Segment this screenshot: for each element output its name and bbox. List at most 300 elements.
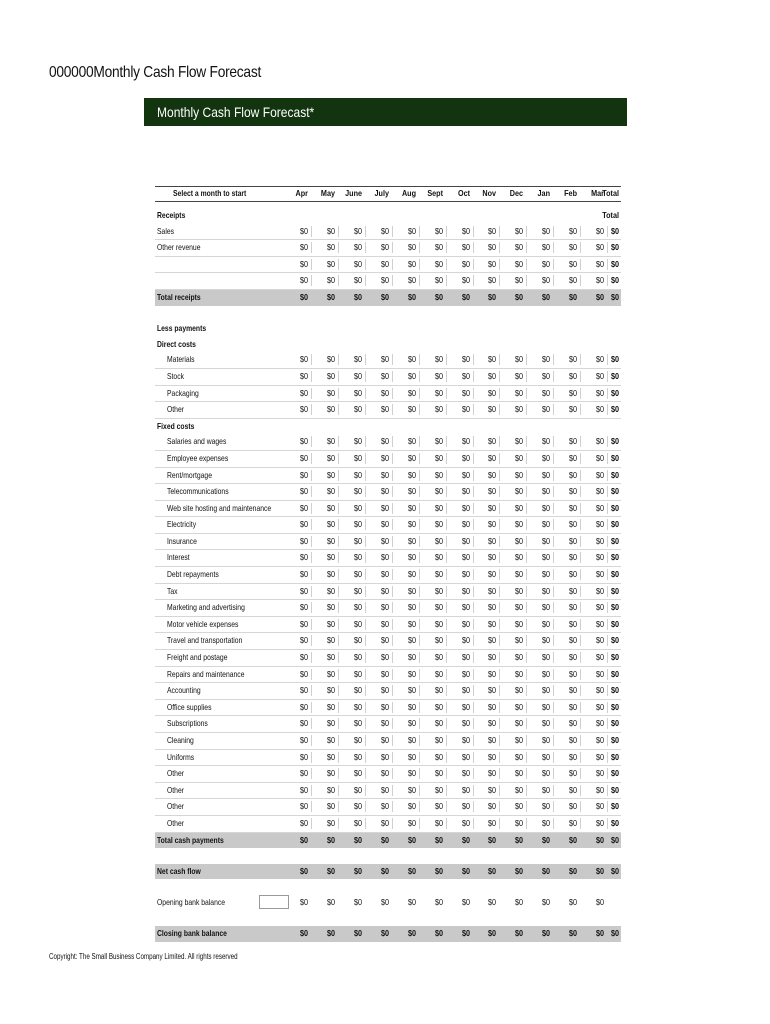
value-cell[interactable]: $0	[514, 552, 523, 563]
value-cell[interactable]: $0	[595, 436, 604, 447]
value-cell[interactable]: $0	[299, 354, 308, 365]
value-cell[interactable]: $0	[514, 585, 523, 596]
value-cell[interactable]: $0	[380, 370, 389, 381]
value-cell[interactable]: $0	[487, 652, 496, 663]
value-cell[interactable]: $0	[434, 552, 443, 563]
value-cell[interactable]: $0	[568, 242, 577, 253]
value-cell[interactable]: $0	[353, 469, 362, 480]
value-cell[interactable]: $0	[407, 602, 416, 613]
value-cell[interactable]: $0	[434, 436, 443, 447]
value-cell[interactable]: $0	[407, 354, 416, 365]
value-cell[interactable]: $0	[326, 552, 335, 563]
value-cell[interactable]: $0	[514, 354, 523, 365]
value-cell[interactable]: $0	[407, 635, 416, 646]
value-cell[interactable]: $0	[326, 370, 335, 381]
value-cell[interactable]: $0	[541, 370, 550, 381]
value-cell[interactable]: $0	[595, 701, 604, 712]
value-cell[interactable]: $0	[380, 801, 389, 812]
value-cell[interactable]: $0	[541, 486, 550, 497]
value-cell[interactable]: $0	[487, 469, 496, 480]
value-cell[interactable]: $0	[326, 701, 335, 712]
value-cell[interactable]: $0	[326, 569, 335, 580]
value-cell[interactable]: $0	[568, 585, 577, 596]
value-cell[interactable]: $0	[407, 668, 416, 679]
value-cell[interactable]: $0	[595, 275, 604, 286]
value-cell[interactable]: $0	[434, 225, 443, 236]
value-cell[interactable]: $0	[434, 370, 443, 381]
value-cell[interactable]: $0	[595, 370, 604, 381]
value-cell[interactable]: $0	[568, 635, 577, 646]
value-cell[interactable]: $0	[487, 635, 496, 646]
value-cell[interactable]: $0	[299, 768, 308, 779]
value-cell[interactable]: $0	[514, 685, 523, 696]
value-cell[interactable]: $0	[541, 718, 550, 729]
value-cell[interactable]: $0	[595, 735, 604, 745]
value-cell[interactable]: $0	[380, 225, 389, 236]
value-cell[interactable]: $0	[353, 668, 362, 679]
value-cell[interactable]: $0	[299, 685, 308, 696]
value-cell[interactable]: $0	[541, 452, 550, 463]
value-cell[interactable]: $0	[487, 452, 496, 463]
value-cell[interactable]: $0	[568, 354, 577, 365]
value-cell[interactable]: $0	[487, 275, 496, 286]
value-cell[interactable]: $0	[299, 635, 308, 646]
value-cell[interactable]: $0	[541, 668, 550, 679]
value-cell[interactable]: $0	[353, 452, 362, 463]
value-cell[interactable]: $0	[434, 652, 443, 663]
value-cell[interactable]: $0	[487, 668, 496, 679]
value-cell[interactable]: $0	[380, 768, 389, 779]
value-cell[interactable]: $0	[595, 452, 604, 463]
value-cell[interactable]: $0	[380, 486, 389, 497]
value-cell[interactable]: $0	[514, 275, 523, 286]
value-cell[interactable]: $0	[353, 552, 362, 563]
value-cell[interactable]: $0	[595, 801, 604, 812]
value-cell[interactable]: $0	[299, 452, 308, 463]
value-cell[interactable]: $0	[595, 242, 604, 253]
value-cell[interactable]: $0	[514, 801, 523, 812]
value-cell[interactable]: $0	[461, 652, 470, 663]
value-cell[interactable]: $0	[326, 618, 335, 629]
value-cell[interactable]: $0	[407, 552, 416, 563]
value-cell[interactable]: $0	[326, 354, 335, 365]
value-cell[interactable]: $0	[434, 618, 443, 629]
value-cell[interactable]: $0	[568, 668, 577, 679]
value-cell[interactable]: $0	[380, 535, 389, 546]
value-cell[interactable]: $0	[353, 701, 362, 712]
value-cell[interactable]: $0	[326, 535, 335, 546]
value-cell[interactable]: $0	[595, 685, 604, 696]
value-cell[interactable]: $0	[326, 751, 335, 762]
value-cell[interactable]: $0	[487, 585, 496, 596]
value-cell[interactable]: $0	[568, 519, 577, 530]
value-cell[interactable]: $0	[514, 535, 523, 546]
value-cell[interactable]: $0	[568, 735, 577, 745]
value-cell[interactable]: $0	[434, 768, 443, 779]
value-cell[interactable]: $0	[514, 635, 523, 646]
value-cell[interactable]: $0	[487, 436, 496, 447]
value-cell[interactable]: $0	[434, 685, 443, 696]
value-cell[interactable]: $0	[326, 668, 335, 679]
value-cell[interactable]: $0	[407, 652, 416, 663]
value-cell[interactable]: $0	[541, 768, 550, 779]
value-cell[interactable]: $0	[380, 436, 389, 447]
value-cell[interactable]: $0	[326, 436, 335, 447]
value-cell[interactable]: $0	[353, 519, 362, 530]
value-cell[interactable]: $0	[299, 469, 308, 480]
value-cell[interactable]: $0	[514, 502, 523, 513]
value-cell[interactable]: $0	[299, 404, 308, 415]
value-cell[interactable]: $0	[595, 469, 604, 480]
value-cell[interactable]: $0	[568, 652, 577, 663]
value-cell[interactable]: $0	[514, 225, 523, 236]
value-cell[interactable]: $0	[595, 635, 604, 646]
value-cell[interactable]: $0	[568, 784, 577, 795]
value-cell[interactable]: $0	[434, 469, 443, 480]
value-cell[interactable]: $0	[299, 668, 308, 679]
value-cell[interactable]: $0	[326, 242, 335, 253]
value-cell[interactable]: $0	[434, 519, 443, 530]
value-cell[interactable]: $0	[434, 569, 443, 580]
value-cell[interactable]: $0	[461, 535, 470, 546]
value-cell[interactable]: $0	[461, 258, 470, 269]
value-cell[interactable]: $0	[434, 668, 443, 679]
value-cell[interactable]: $0	[514, 735, 523, 745]
value-cell[interactable]: $0	[514, 469, 523, 480]
value-cell[interactable]: $0	[487, 552, 496, 563]
value-cell[interactable]: $0	[541, 387, 550, 398]
value-cell[interactable]: $0	[326, 718, 335, 729]
value-cell[interactable]: $0	[326, 685, 335, 696]
value-cell[interactable]: $0	[299, 896, 308, 907]
value-cell[interactable]: $0	[326, 735, 335, 745]
value-cell[interactable]: $0	[487, 718, 496, 729]
value-cell[interactable]: $0	[461, 751, 470, 762]
value-cell[interactable]: $0	[299, 225, 308, 236]
value-cell[interactable]: $0	[434, 585, 443, 596]
value-cell[interactable]: $0	[326, 652, 335, 663]
value-cell[interactable]: $0	[541, 552, 550, 563]
value-cell[interactable]: $0	[541, 635, 550, 646]
value-cell[interactable]: $0	[487, 404, 496, 415]
value-cell[interactable]: $0	[514, 486, 523, 497]
value-cell[interactable]: $0	[487, 602, 496, 613]
value-cell[interactable]: $0	[380, 585, 389, 596]
value-cell[interactable]: $0	[568, 486, 577, 497]
value-cell[interactable]: $0	[353, 635, 362, 646]
value-cell[interactable]: $0	[299, 652, 308, 663]
value-cell[interactable]: $0	[514, 618, 523, 629]
value-cell[interactable]: $0	[407, 585, 416, 596]
value-cell[interactable]: $0	[595, 751, 604, 762]
value-cell[interactable]: $0	[299, 718, 308, 729]
value-cell[interactable]: $0	[299, 751, 308, 762]
value-cell[interactable]: $0	[461, 735, 470, 745]
value-cell[interactable]: $0	[380, 552, 389, 563]
value-cell[interactable]: $0	[514, 751, 523, 762]
value-cell[interactable]: $0	[326, 768, 335, 779]
value-cell[interactable]: $0	[461, 502, 470, 513]
value-cell[interactable]: $0	[380, 242, 389, 253]
value-cell[interactable]: $0	[407, 370, 416, 381]
value-cell[interactable]: $0	[461, 370, 470, 381]
value-cell[interactable]: $0	[299, 784, 308, 795]
value-cell[interactable]: $0	[568, 387, 577, 398]
value-cell[interactable]: $0	[407, 242, 416, 253]
value-cell[interactable]: $0	[434, 535, 443, 546]
value-cell[interactable]: $0	[434, 486, 443, 497]
value-cell[interactable]: $0	[595, 652, 604, 663]
value-cell[interactable]: $0	[407, 519, 416, 530]
value-cell[interactable]: $0	[353, 436, 362, 447]
value-cell[interactable]: $0	[380, 519, 389, 530]
value-cell[interactable]: $0	[568, 452, 577, 463]
value-cell[interactable]: $0	[326, 519, 335, 530]
value-cell[interactable]: $0	[514, 519, 523, 530]
value-cell[interactable]: $0	[353, 258, 362, 269]
value-cell[interactable]: $0	[380, 275, 389, 286]
value-cell[interactable]: $0	[514, 569, 523, 580]
value-cell[interactable]: $0	[434, 404, 443, 415]
value-cell[interactable]: $0	[407, 784, 416, 795]
value-cell[interactable]: $0	[434, 701, 443, 712]
value-cell[interactable]: $0	[541, 585, 550, 596]
value-cell[interactable]: $0	[434, 354, 443, 365]
value-cell[interactable]: $0	[299, 618, 308, 629]
value-cell[interactable]: $0	[568, 768, 577, 779]
value-cell[interactable]: $0	[595, 404, 604, 415]
value-cell[interactable]: $0	[568, 502, 577, 513]
value-cell[interactable]: $0	[568, 275, 577, 286]
value-cell[interactable]: $0	[407, 486, 416, 497]
value-cell[interactable]: $0	[299, 436, 308, 447]
value-cell[interactable]: $0	[514, 718, 523, 729]
value-cell[interactable]: $0	[541, 225, 550, 236]
value-cell[interactable]: $0	[541, 535, 550, 546]
value-cell[interactable]: $0	[326, 404, 335, 415]
value-cell[interactable]: $0	[487, 354, 496, 365]
value-cell[interactable]: $0	[299, 275, 308, 286]
value-cell[interactable]: $0	[487, 817, 496, 828]
value-cell[interactable]: $0	[326, 275, 335, 286]
value-cell[interactable]: $0	[461, 635, 470, 646]
value-cell[interactable]: $0	[407, 701, 416, 712]
value-cell[interactable]: $0	[299, 552, 308, 563]
value-cell[interactable]: $0	[568, 535, 577, 546]
value-cell[interactable]: $0	[568, 404, 577, 415]
value-cell[interactable]: $0	[461, 452, 470, 463]
value-cell[interactable]: $0	[353, 685, 362, 696]
value-cell[interactable]: $0	[353, 585, 362, 596]
value-cell[interactable]: $0	[595, 258, 604, 269]
value-cell[interactable]: $0	[568, 569, 577, 580]
value-cell[interactable]: $0	[407, 685, 416, 696]
value-cell[interactable]: $0	[568, 718, 577, 729]
value-cell[interactable]: $0	[568, 685, 577, 696]
value-cell[interactable]: $0	[299, 817, 308, 828]
value-cell[interactable]: $0	[461, 801, 470, 812]
value-cell[interactable]: $0	[353, 602, 362, 613]
value-cell[interactable]: $0	[353, 784, 362, 795]
value-cell[interactable]: $0	[487, 370, 496, 381]
value-cell[interactable]: $0	[353, 354, 362, 365]
value-cell[interactable]: $0	[461, 519, 470, 530]
value-cell[interactable]: $0	[380, 668, 389, 679]
value-cell[interactable]: $0	[407, 801, 416, 812]
value-cell[interactable]: $0	[461, 585, 470, 596]
value-cell[interactable]: $0	[487, 225, 496, 236]
value-cell[interactable]: $0	[595, 225, 604, 236]
value-cell[interactable]: $0	[487, 242, 496, 253]
value-cell[interactable]: $0	[299, 502, 308, 513]
value-cell[interactable]: $0	[568, 618, 577, 629]
value-cell[interactable]: $0	[299, 486, 308, 497]
value-cell[interactable]: $0	[434, 635, 443, 646]
value-cell[interactable]: $0	[434, 801, 443, 812]
value-cell[interactable]: $0	[326, 502, 335, 513]
value-cell[interactable]: $0	[353, 370, 362, 381]
value-cell[interactable]: $0	[514, 784, 523, 795]
value-cell[interactable]: $0	[487, 801, 496, 812]
value-cell[interactable]: $0	[326, 635, 335, 646]
value-cell[interactable]: $0	[299, 258, 308, 269]
value-cell[interactable]: $0	[541, 242, 550, 253]
value-cell[interactable]: $0	[595, 354, 604, 365]
value-cell[interactable]: $0	[353, 535, 362, 546]
value-cell[interactable]: $0	[434, 784, 443, 795]
value-cell[interactable]: $0	[434, 452, 443, 463]
value-cell[interactable]: $0	[461, 668, 470, 679]
value-cell[interactable]: $0	[380, 387, 389, 398]
value-cell[interactable]: $0	[461, 387, 470, 398]
value-cell[interactable]: $0	[487, 618, 496, 629]
value-cell[interactable]: $0	[353, 735, 362, 745]
value-cell[interactable]: $0	[568, 801, 577, 812]
value-cell[interactable]: $0	[407, 751, 416, 762]
value-cell[interactable]: $0	[514, 452, 523, 463]
month-select-label[interactable]: Select a month to start	[173, 188, 247, 198]
value-cell[interactable]: $0	[461, 436, 470, 447]
value-cell[interactable]: $0	[568, 370, 577, 381]
value-cell[interactable]: $0	[568, 469, 577, 480]
value-cell[interactable]: $0	[380, 404, 389, 415]
value-cell[interactable]: $0	[514, 242, 523, 253]
value-cell[interactable]: $0	[299, 735, 308, 745]
value-cell[interactable]: $0	[299, 602, 308, 613]
value-cell[interactable]: $0	[595, 502, 604, 513]
value-cell[interactable]: $0	[434, 718, 443, 729]
value-cell[interactable]: $0	[514, 652, 523, 663]
value-cell[interactable]: $0	[326, 452, 335, 463]
value-cell[interactable]: $0	[595, 552, 604, 563]
value-cell[interactable]: $0	[326, 258, 335, 269]
value-cell[interactable]: $0	[541, 701, 550, 712]
value-cell[interactable]: $0	[514, 436, 523, 447]
value-cell[interactable]: $0	[568, 602, 577, 613]
value-cell[interactable]: $0	[407, 618, 416, 629]
value-cell[interactable]: $0	[299, 535, 308, 546]
value-cell[interactable]: $0	[595, 768, 604, 779]
value-cell[interactable]: $0	[299, 801, 308, 812]
value-cell[interactable]: $0	[595, 486, 604, 497]
value-cell[interactable]: $0	[461, 768, 470, 779]
value-cell[interactable]: $0	[514, 258, 523, 269]
value-cell[interactable]: $0	[353, 404, 362, 415]
value-cell[interactable]: $0	[461, 486, 470, 497]
value-cell[interactable]: $0	[380, 751, 389, 762]
value-cell[interactable]: $0	[595, 535, 604, 546]
value-cell[interactable]: $0	[299, 370, 308, 381]
value-cell[interactable]: $0	[299, 519, 308, 530]
value-cell[interactable]: $0	[407, 387, 416, 398]
value-cell[interactable]: $0	[487, 486, 496, 497]
value-cell[interactable]: $0	[514, 370, 523, 381]
value-cell[interactable]: $0	[434, 242, 443, 253]
value-cell[interactable]: $0	[407, 569, 416, 580]
value-cell[interactable]: $0	[380, 685, 389, 696]
value-cell[interactable]: $0	[514, 817, 523, 828]
value-cell[interactable]: $0	[407, 535, 416, 546]
value-cell[interactable]: $0	[568, 436, 577, 447]
value-cell[interactable]: $0	[407, 469, 416, 480]
value-cell[interactable]: $0	[299, 387, 308, 398]
value-cell[interactable]: $0	[461, 701, 470, 712]
value-cell[interactable]: $0	[407, 436, 416, 447]
value-cell[interactable]: $0	[595, 784, 604, 795]
value-cell[interactable]: $0	[595, 668, 604, 679]
value-cell[interactable]: $0	[380, 469, 389, 480]
value-cell[interactable]: $0	[407, 452, 416, 463]
value-cell[interactable]: $0	[487, 519, 496, 530]
value-cell[interactable]: $0	[487, 258, 496, 269]
value-cell[interactable]: $0	[461, 404, 470, 415]
value-cell[interactable]: $0	[353, 718, 362, 729]
value-cell[interactable]: $0	[461, 602, 470, 613]
value-cell[interactable]: $0	[299, 242, 308, 253]
value-cell[interactable]: $0	[380, 817, 389, 828]
value-cell[interactable]: $0	[541, 735, 550, 745]
value-cell[interactable]: $0	[326, 486, 335, 497]
value-cell[interactable]: $0	[487, 751, 496, 762]
value-cell[interactable]: $0	[326, 585, 335, 596]
value-cell[interactable]: $0	[541, 404, 550, 415]
value-cell[interactable]: $0	[353, 502, 362, 513]
value-cell[interactable]: $0	[407, 718, 416, 729]
value-cell[interactable]: $0	[514, 768, 523, 779]
value-cell[interactable]: $0	[353, 387, 362, 398]
value-cell[interactable]: $0	[380, 502, 389, 513]
value-cell[interactable]: $0	[407, 225, 416, 236]
value-cell[interactable]: $0	[407, 404, 416, 415]
value-cell[interactable]: $0	[353, 225, 362, 236]
value-cell[interactable]: $0	[353, 751, 362, 762]
value-cell[interactable]: $0	[407, 502, 416, 513]
value-cell[interactable]: $0	[487, 701, 496, 712]
value-cell[interactable]: $0	[407, 817, 416, 828]
value-cell[interactable]: $0	[541, 258, 550, 269]
value-cell[interactable]: $0	[568, 258, 577, 269]
value-cell[interactable]: $0	[380, 618, 389, 629]
value-cell[interactable]: $0	[541, 652, 550, 663]
value-cell[interactable]: $0	[541, 685, 550, 696]
value-cell[interactable]: $0	[487, 784, 496, 795]
value-cell[interactable]: $0	[353, 569, 362, 580]
value-cell[interactable]: $0	[380, 602, 389, 613]
value-cell[interactable]: $0	[541, 817, 550, 828]
value-cell[interactable]: $0	[353, 618, 362, 629]
value-cell[interactable]: $0	[487, 735, 496, 745]
value-cell[interactable]: $0	[541, 569, 550, 580]
